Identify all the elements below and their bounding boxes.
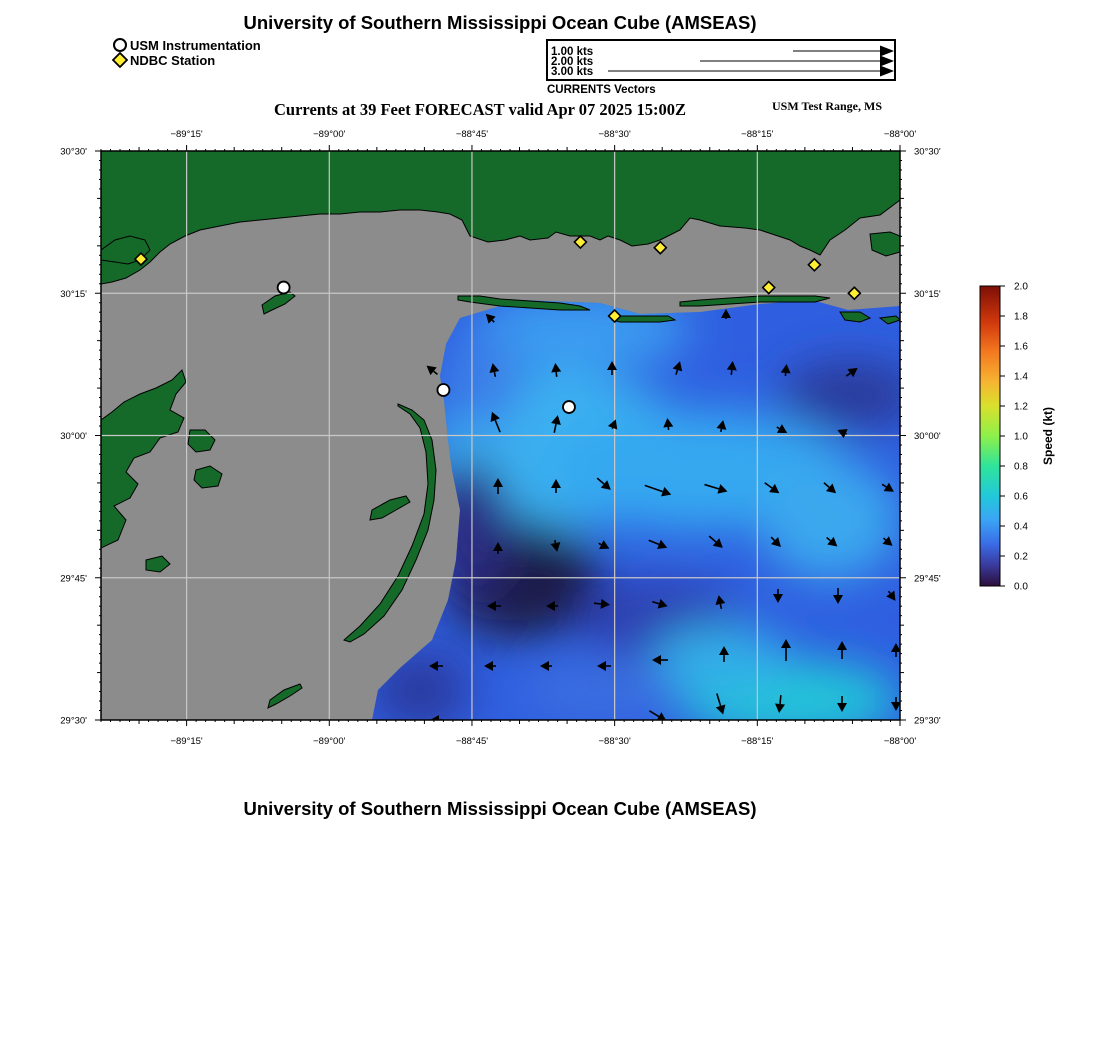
colorbar-tick-label: 0.8: [1014, 461, 1028, 473]
lon-label-top: −89°00': [313, 129, 346, 140]
lat-label-right: 30°00': [914, 431, 941, 442]
lon-label-top: −88°45': [455, 129, 489, 140]
colorbar-tick-label: 1.8: [1014, 311, 1028, 323]
range-label: USM Test Range, MS: [772, 99, 883, 113]
lat-label-left: 30°30': [60, 146, 87, 158]
colorbar-tick-label: 0.6: [1014, 491, 1028, 503]
colorbar-gradient: [980, 286, 1000, 586]
lat-label-right: 30°30': [914, 146, 941, 158]
colorbar-tick-label: 1.0: [1014, 431, 1028, 443]
colorbar-tick-label: 2.0: [1014, 281, 1028, 293]
lat-label-left: 30°00': [60, 431, 87, 442]
lon-label-bottom: −88°30': [598, 736, 631, 747]
lon-label-top: −89°15': [170, 129, 203, 140]
colorbar-tick-label: 0.4: [1014, 521, 1028, 533]
colorbar-ticks: [1000, 282, 1028, 593]
lon-label-bottom: −88°45': [455, 736, 489, 747]
colorbar-tick-label: 1.2: [1014, 401, 1028, 413]
usm-station-marker: [563, 401, 575, 413]
vector-key-label-3: 3.00 kts: [551, 66, 594, 78]
usm-station-marker: [437, 384, 449, 396]
lat-label-left: 29°30': [60, 715, 87, 727]
lat-label-right: 29°45': [914, 573, 941, 585]
legend-ndbc-label: NDBC Station: [130, 52, 216, 68]
lat-label-left: 29°45': [60, 573, 87, 585]
lat-label-right: 29°30': [914, 715, 941, 727]
colorbar-tick-label: 1.6: [1014, 341, 1028, 353]
map-title: University of Southern Mississippi Ocean Cube (AMSEAS): [243, 12, 757, 33]
colorbar-tick-label: 1.4: [1014, 371, 1028, 383]
vector-key-label-1: 1.00 kts: [551, 46, 594, 58]
vector-key-caption: CURRENTS Vectors: [547, 84, 656, 96]
lon-label-bottom: −88°15': [741, 736, 774, 747]
lon-label-bottom: −89°00': [313, 736, 346, 747]
lat-label-left: 30°15': [60, 288, 87, 300]
lon-label-bottom: −88°00': [883, 736, 917, 747]
lon-label-top: −88°30': [598, 129, 631, 140]
speed-colorbar: [970, 278, 1070, 598]
legend-usm-label: USM Instrumentation: [130, 37, 261, 53]
usm-station-marker: [278, 282, 290, 294]
vector-key-label-2: 2.00 kts: [551, 56, 594, 68]
lat-label-right: 30°15': [914, 288, 941, 300]
lon-label-top: −88°15': [741, 129, 774, 140]
colorbar-tick-label: 0.2: [1014, 551, 1028, 563]
colorbar-tick-label: 0.0: [1014, 581, 1028, 593]
colorbar-label: Speed (kt): [1041, 406, 1055, 466]
footer-title: University of Southern Mississippi Ocean Cube (AMSEAS): [243, 798, 757, 819]
lon-label-top: −88°00': [883, 129, 917, 140]
lon-label-bottom: −89°15': [170, 736, 203, 747]
map-subtitle: Currents at 39 Feet FORECAST valid Apr 07 2025 15:00Z: [274, 100, 687, 119]
